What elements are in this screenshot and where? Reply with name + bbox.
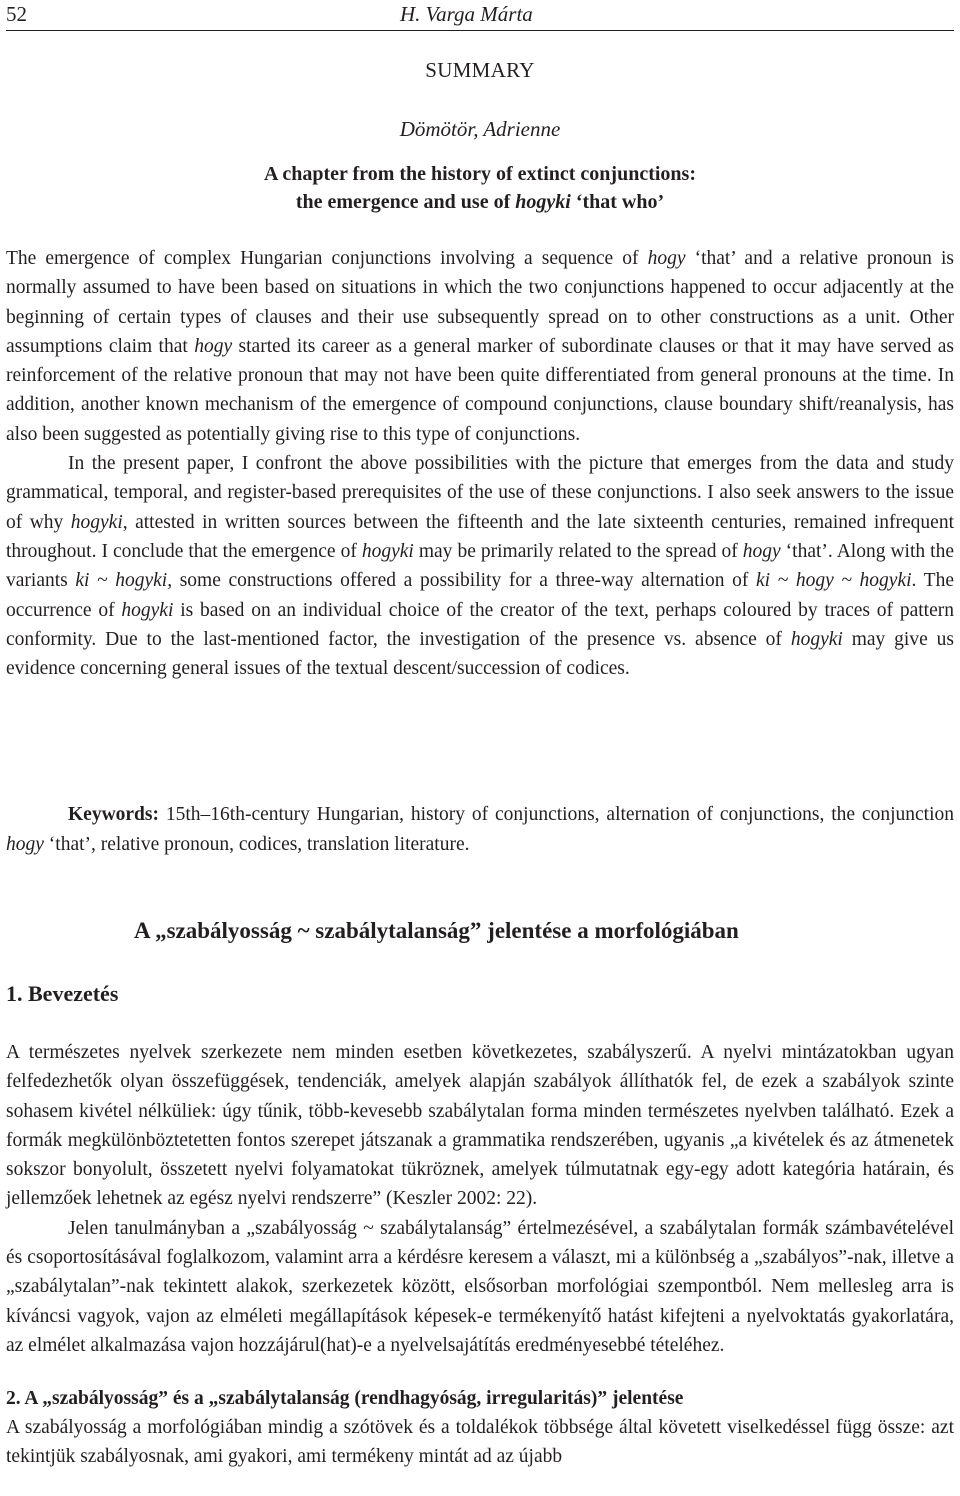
keywords-label: Keywords: [68, 804, 159, 825]
text-run: started its career as a general marker of subordinate clauses or that it may have served as reinforcement of the relative pronoun that may not have been quite differentiated from general pronouns at the time. In addition, another known mechanism of the emergence of compound conjunctions, clause boundary shift/reanalysis, has also been suggested as potentially giving rise to this type of conjunctions. [6, 335, 954, 445]
page-header [6, 0, 954, 31]
italic-term: ki ~ hogyki, [75, 570, 173, 592]
abstract [6, 244, 954, 683]
summary-author: Dömötör, Adrienne [399, 117, 561, 141]
text-run: ‘that’ and a relative pronoun is normally assumed to have been based on situations in which the two conjunctions happened to occur adjacently at the beginning of certain types of clauses and their use subsequently spread on to other constructions as a unit. Other assumptions claim that [6, 248, 954, 357]
text-run: 15th–16th-century Hungarian, history of conjunctions, alternation of conjunctions, the conjunction [159, 804, 954, 825]
text-run: . The occurrence of [6, 570, 954, 621]
text-run: In the present paper, I confront the above possibilities with the picture that emerges from the data and study grammatical, temporal, and register-based prerequisites of the use of these conjunctions. I also seek answers to the issue of why [6, 453, 954, 533]
summary-heading-line-2 [6, 188, 954, 216]
italic-term: hogyki [790, 628, 843, 650]
keywords [6, 800, 954, 859]
page-number: 52 [6, 2, 27, 26]
section-heading-2: 2. A „szabályosság” és a „szabálytalanság (rendhagyóság, irregularitás)” jelentése [6, 1388, 684, 1409]
text-run: ‘that’, relative pronoun, codices, translation literature. [43, 833, 470, 855]
body-paragraph: A természetes nyelvek szerkezete nem minden esetben következetes, szabályszerű. A nyelvi mintázatokban ugyan felfedezhetők olyan összefüggések, tendenciák, amelyek alapján szabályok állíthatók fel, de ezek a szabályok szinte sohasem kivétel nélküliek: úgy tűnik, több-kevesebb szabálytalan forma minden természetes nyelvben található. Ezek a formák megkülönböztetetten fontos szerepet játszanak a grammatika rendszerében, ugyanis „a kivételek és az átmenetek sokszor bonyolult, összetett nyelvi folyamatokat tükröznek, amelyek túlmutatnak egy-egy adott kategória határain, és jellemzőek lehetnek az egész nyelvi rendszerre” (Keszler 2002: 22). [6, 1042, 954, 1210]
italic-term: hogy [647, 248, 686, 269]
text-run: , attested in written sources between the fifteenth and the late sixteenth centuries, remained infrequent throughout. I conclude that the emergence of [6, 511, 954, 562]
section-2-body: A szabályosság a morfológiában mindig a szótövek és a toldalékok többsége által követett viselkedéssel függ össze: azt tekintjük szabályosnak, ami gyakori, ami termékeny mintát ad az újabb [6, 1417, 954, 1468]
summary-heading [6, 160, 954, 216]
document-page [6, 0, 954, 1468]
italic-term: hogyki [70, 511, 123, 533]
heading-text: the emergence and use of [295, 191, 516, 213]
text-run: is based on an individual choice of the creator of the text, perhaps coloured by traces of pattern conformity. Due to the last-mentioned factor, the investigation of the presence vs. absence of [6, 599, 954, 650]
summary-heading-line-1: A chapter from the history of extinct conjunctions: [264, 163, 696, 185]
section-1-body [6, 1038, 954, 1360]
italic-term: hogy [6, 833, 44, 855]
text-run: The emergence of complex Hungarian conjunctions involving a sequence of [6, 248, 648, 269]
abstract-paragraph-2 [6, 449, 954, 683]
running-head: H. Varga Márta [400, 2, 533, 26]
italic-term: hogy [742, 540, 781, 562]
section-heading-1: 1. Bevezetés [6, 981, 119, 1006]
text-run: may give us evidence concerning general issues of the textual descent/succession of codices. [6, 628, 954, 680]
italic-term: ki ~ hogy ~ hogyki [755, 570, 912, 592]
body-paragraph: Jelen tanulmányban a „szabályosság ~ szabálytalanság” értelmezésével, a szabálytalan formák számbavételével és csoportosításával foglalkozom, valamint arra a kérdésre keresem a választ, mi a különbség a „szabályos”-nak, illetve a „szabálytalan”-nak tekintett alakok, szerkezetek között, elsősorban morfológiai szempontból. Nem mellesleg arra is kíváncsi vagyok, vajon az elméleti megállapítások képesek-e termékenyítő hatást kifejteni a nyelvoktatás gyakorlatára, az elmélet alkalmazása vajon hozzájárul(hat)-e a nyelvelsajátítás eredményesebbé tételéhez. [6, 1217, 954, 1356]
text-run: ‘that’. Along with the variants [6, 540, 954, 592]
italic-term: hogyki [361, 540, 414, 562]
article-title: A „szabályosság ~ szabálytalanság” jelentése a morfológiában [134, 918, 739, 943]
abstract-paragraph-1 [6, 244, 954, 449]
text-run: may be primarily related to the spread of [413, 540, 743, 562]
italic-term: hogy [194, 335, 233, 357]
text-run: some constructions offered a possibility for a three-way alternation of [172, 570, 756, 592]
heading-italic-term: hogyki [515, 191, 571, 213]
italic-term: hogyki [121, 599, 174, 621]
summary-title: SUMMARY [425, 58, 535, 82]
heading-text: ‘that who’ [570, 191, 665, 213]
